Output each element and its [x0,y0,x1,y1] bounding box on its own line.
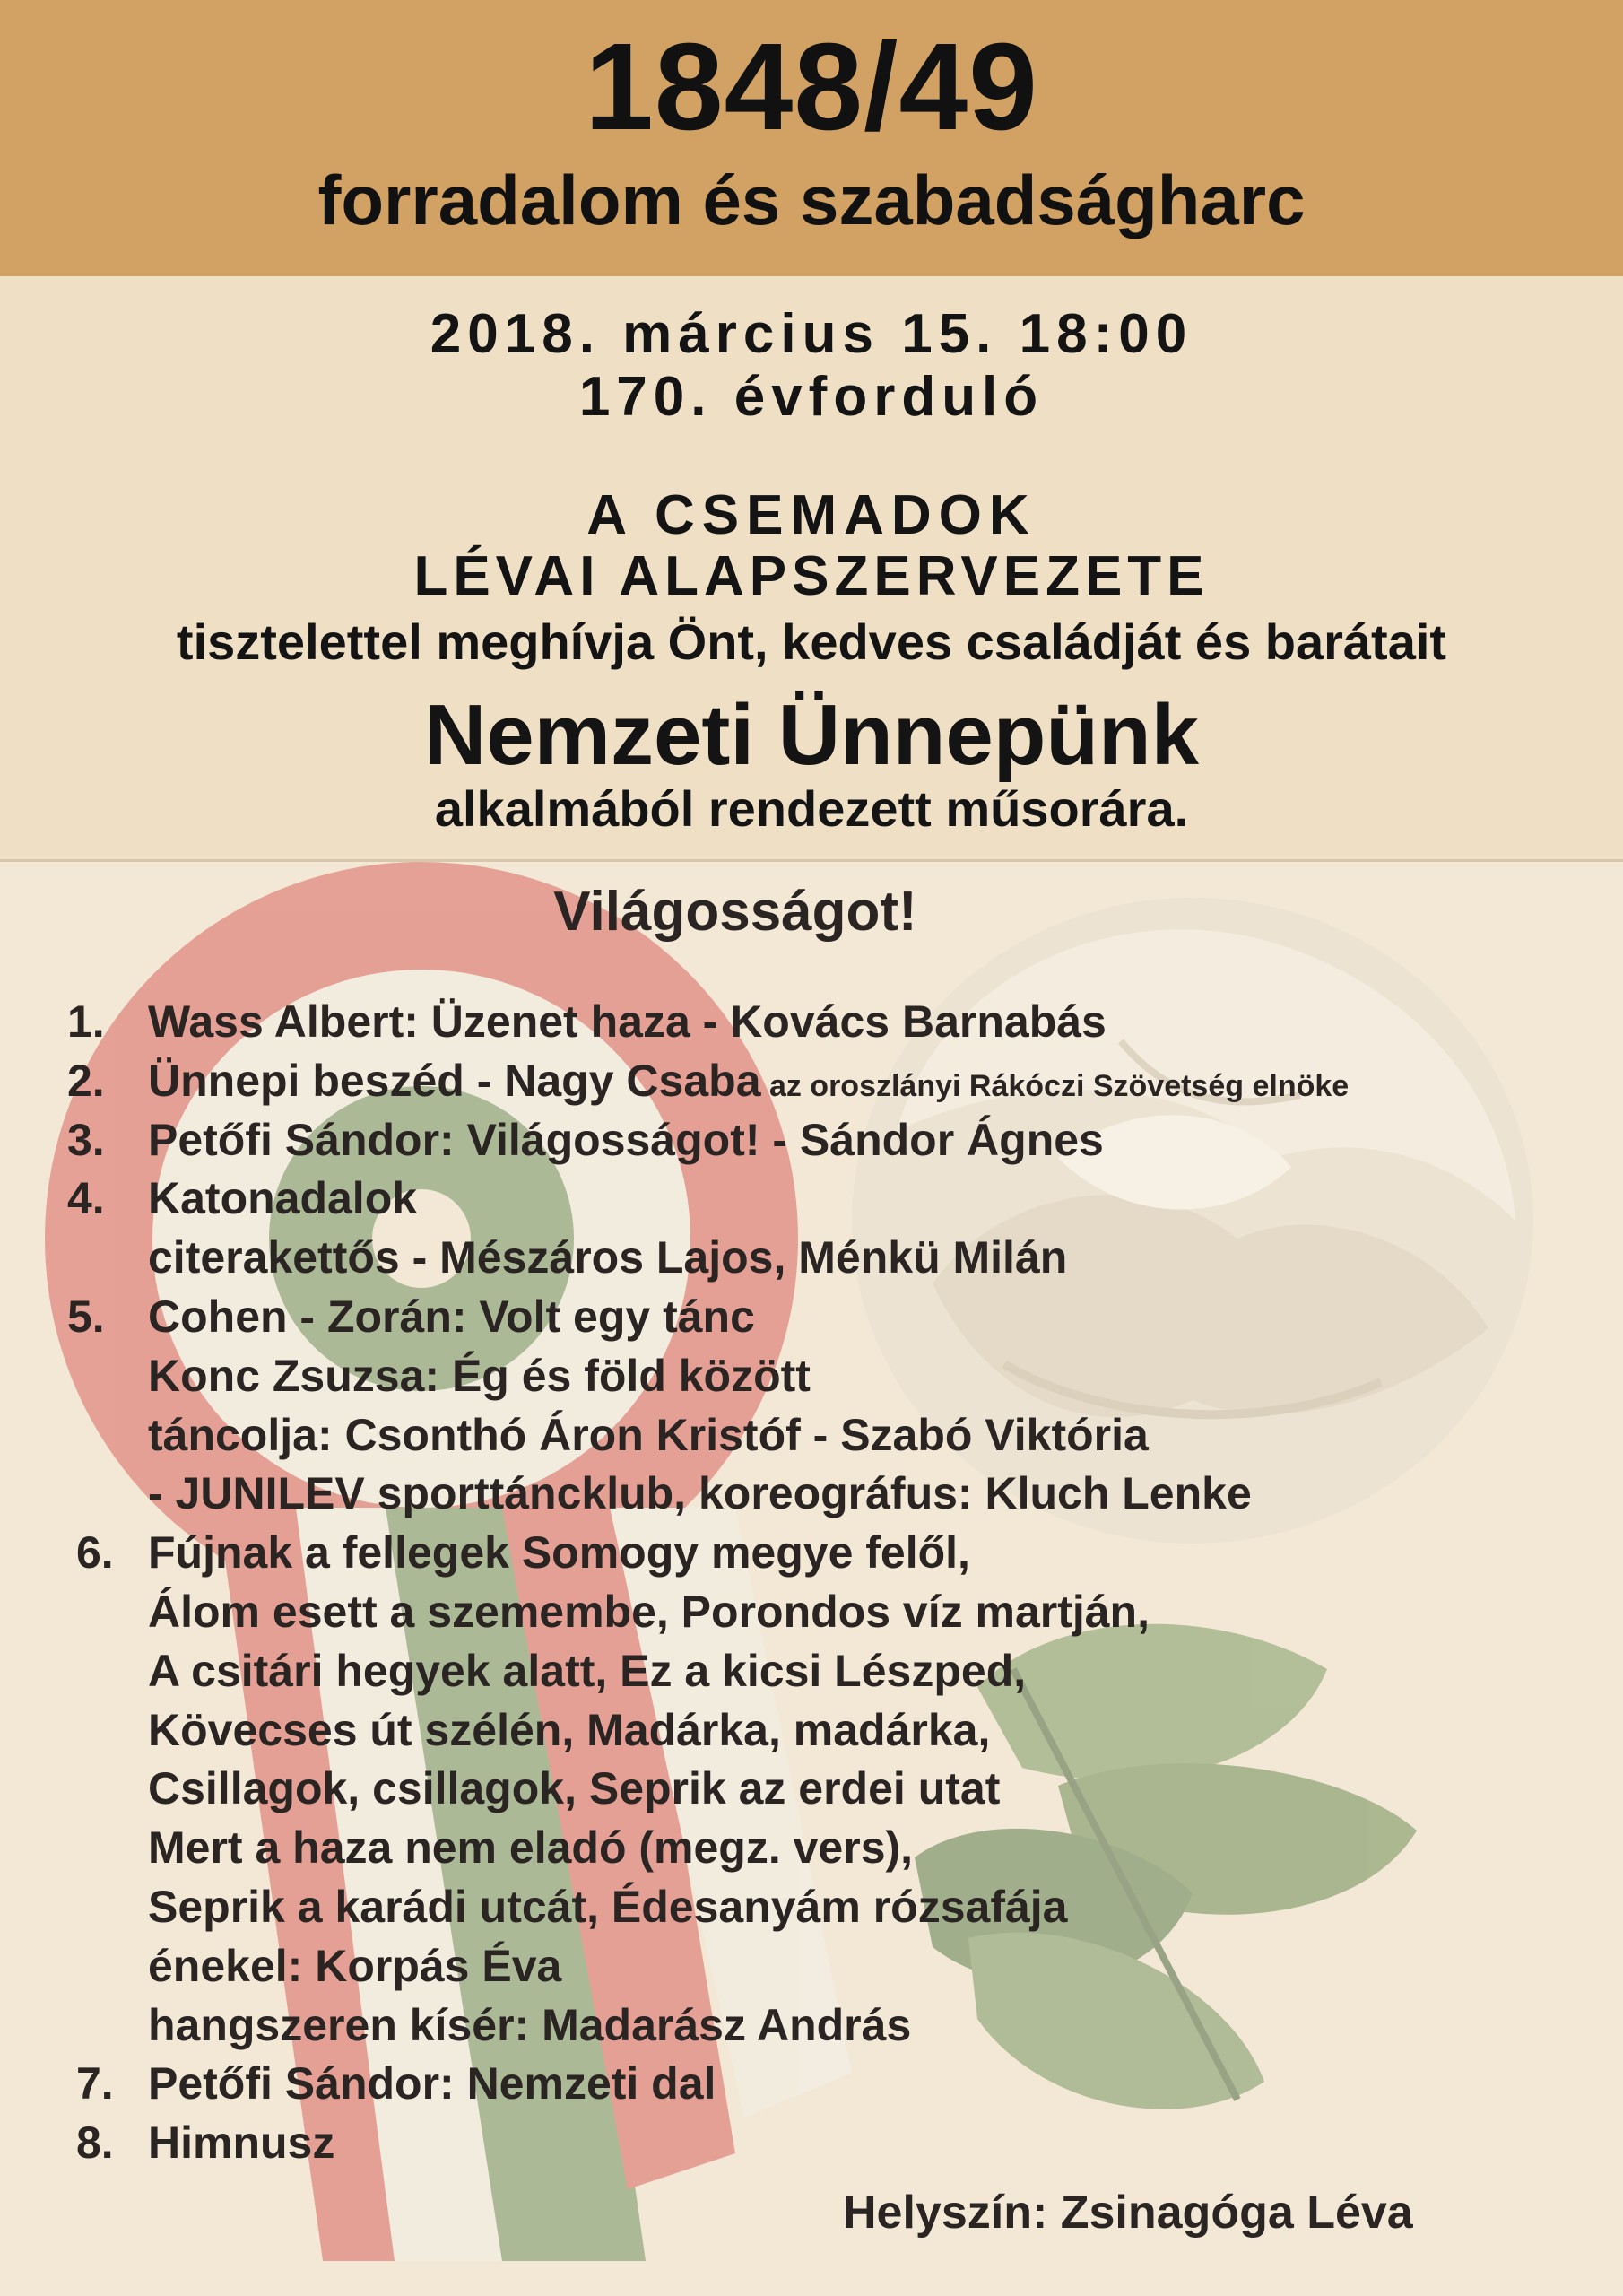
occasion-text: alkalmából rendezett műsorára. [434,780,1189,837]
program-item-text: Csillagok, csillagok, Seprik az erdei utat [148,1763,1001,1814]
program-item-text: táncolja: Csonthó Áron Kristóf - Szabó Viktória [148,1409,1149,1460]
program-item-text: A csitári hegyek alatt, Ez a kicsi Lészped, [148,1645,1027,1696]
program-item-text: Wass Albert: Üzenet haza - Kovács Barnabás [148,996,1107,1047]
anniversary-line: 170. évforduló [578,366,1045,428]
program-item-text: Seprik a karádi utcát, Édesanyám rózsafája [148,1882,1068,1932]
program-item-text: Konc Zsuzsa: Ég és föld között [148,1350,811,1401]
program-item-text: Himnusz [148,2118,335,2169]
year-title: 1848/49 [585,18,1038,156]
program-item-number: 2. [67,1055,105,1106]
program-item-text: Cohen - Zorán: Volt egy tánc [148,1292,755,1342]
program-item-text: Ünnepi beszéd - Nagy Csaba az oroszlányi Rákóczi Szövetség elnöke [148,1055,1350,1106]
program-item-text: énekel: Korpás Éva [148,1940,562,1991]
program-item-text: Fújnak a fellegek Somogy megye felől, [148,1527,970,1578]
program-item-number: 4. [67,1173,105,1224]
program-section [0,862,1623,2296]
program-item-text: Petőfi Sándor: Nemzeti dal [148,2058,716,2109]
program-item-number: 1. [67,996,105,1047]
invitation-text: tisztelettel meghívja Önt, kedves családját és barátait [176,613,1447,670]
program-item-text: Mert a haza nem eladó (megz. vers), [148,1822,914,1874]
program-item-number: 6. [76,1527,114,1578]
organizer-line-1: A CSEMADOK [586,484,1037,546]
revolution-subtitle: forradalom és szabadságharc [317,161,1306,239]
program-item-text: hangszeren kísér: Madarász András [148,1999,912,2050]
program-item-number: 3. [67,1114,105,1165]
program-item-text: Álom esett a szemembe, Porondos víz martján, [148,1587,1150,1637]
program-item-number: 8. [76,2118,114,2169]
program-item-number: 5. [67,1292,105,1342]
program-item-text: Katonadalok [148,1173,418,1224]
header-banner [0,0,1623,276]
program-item-text: citerakettős - Mészáros Lajos, Ménkü Milán [148,1232,1068,1283]
program-item-note: az oroszlányi Rákóczi Szövetség elnöke [760,1068,1350,1103]
invitation-section [0,276,1623,862]
program-item-number: 7. [76,2058,114,2109]
program-item-text: Petőfi Sándor: Világosságot! - Sándor Ágnes [148,1114,1104,1165]
program-item-text: Kövecses út szélén, Madárka, madárka, [148,1704,991,1755]
event-date: 2018. március 15. 18:00 [430,303,1193,365]
program-title: Világosságot! [553,881,917,943]
program-item-text: - JUNILEV sporttáncklub, koreográfus: Kluch Lenke [148,1468,1252,1519]
holiday-title: Nemzeti Ünnepünk [423,687,1200,783]
venue-text: Helyszín: Zsinagóga Léva [843,2187,1413,2239]
organizer-line-2: LÉVAI ALAPSZERVEZETE [413,545,1210,607]
